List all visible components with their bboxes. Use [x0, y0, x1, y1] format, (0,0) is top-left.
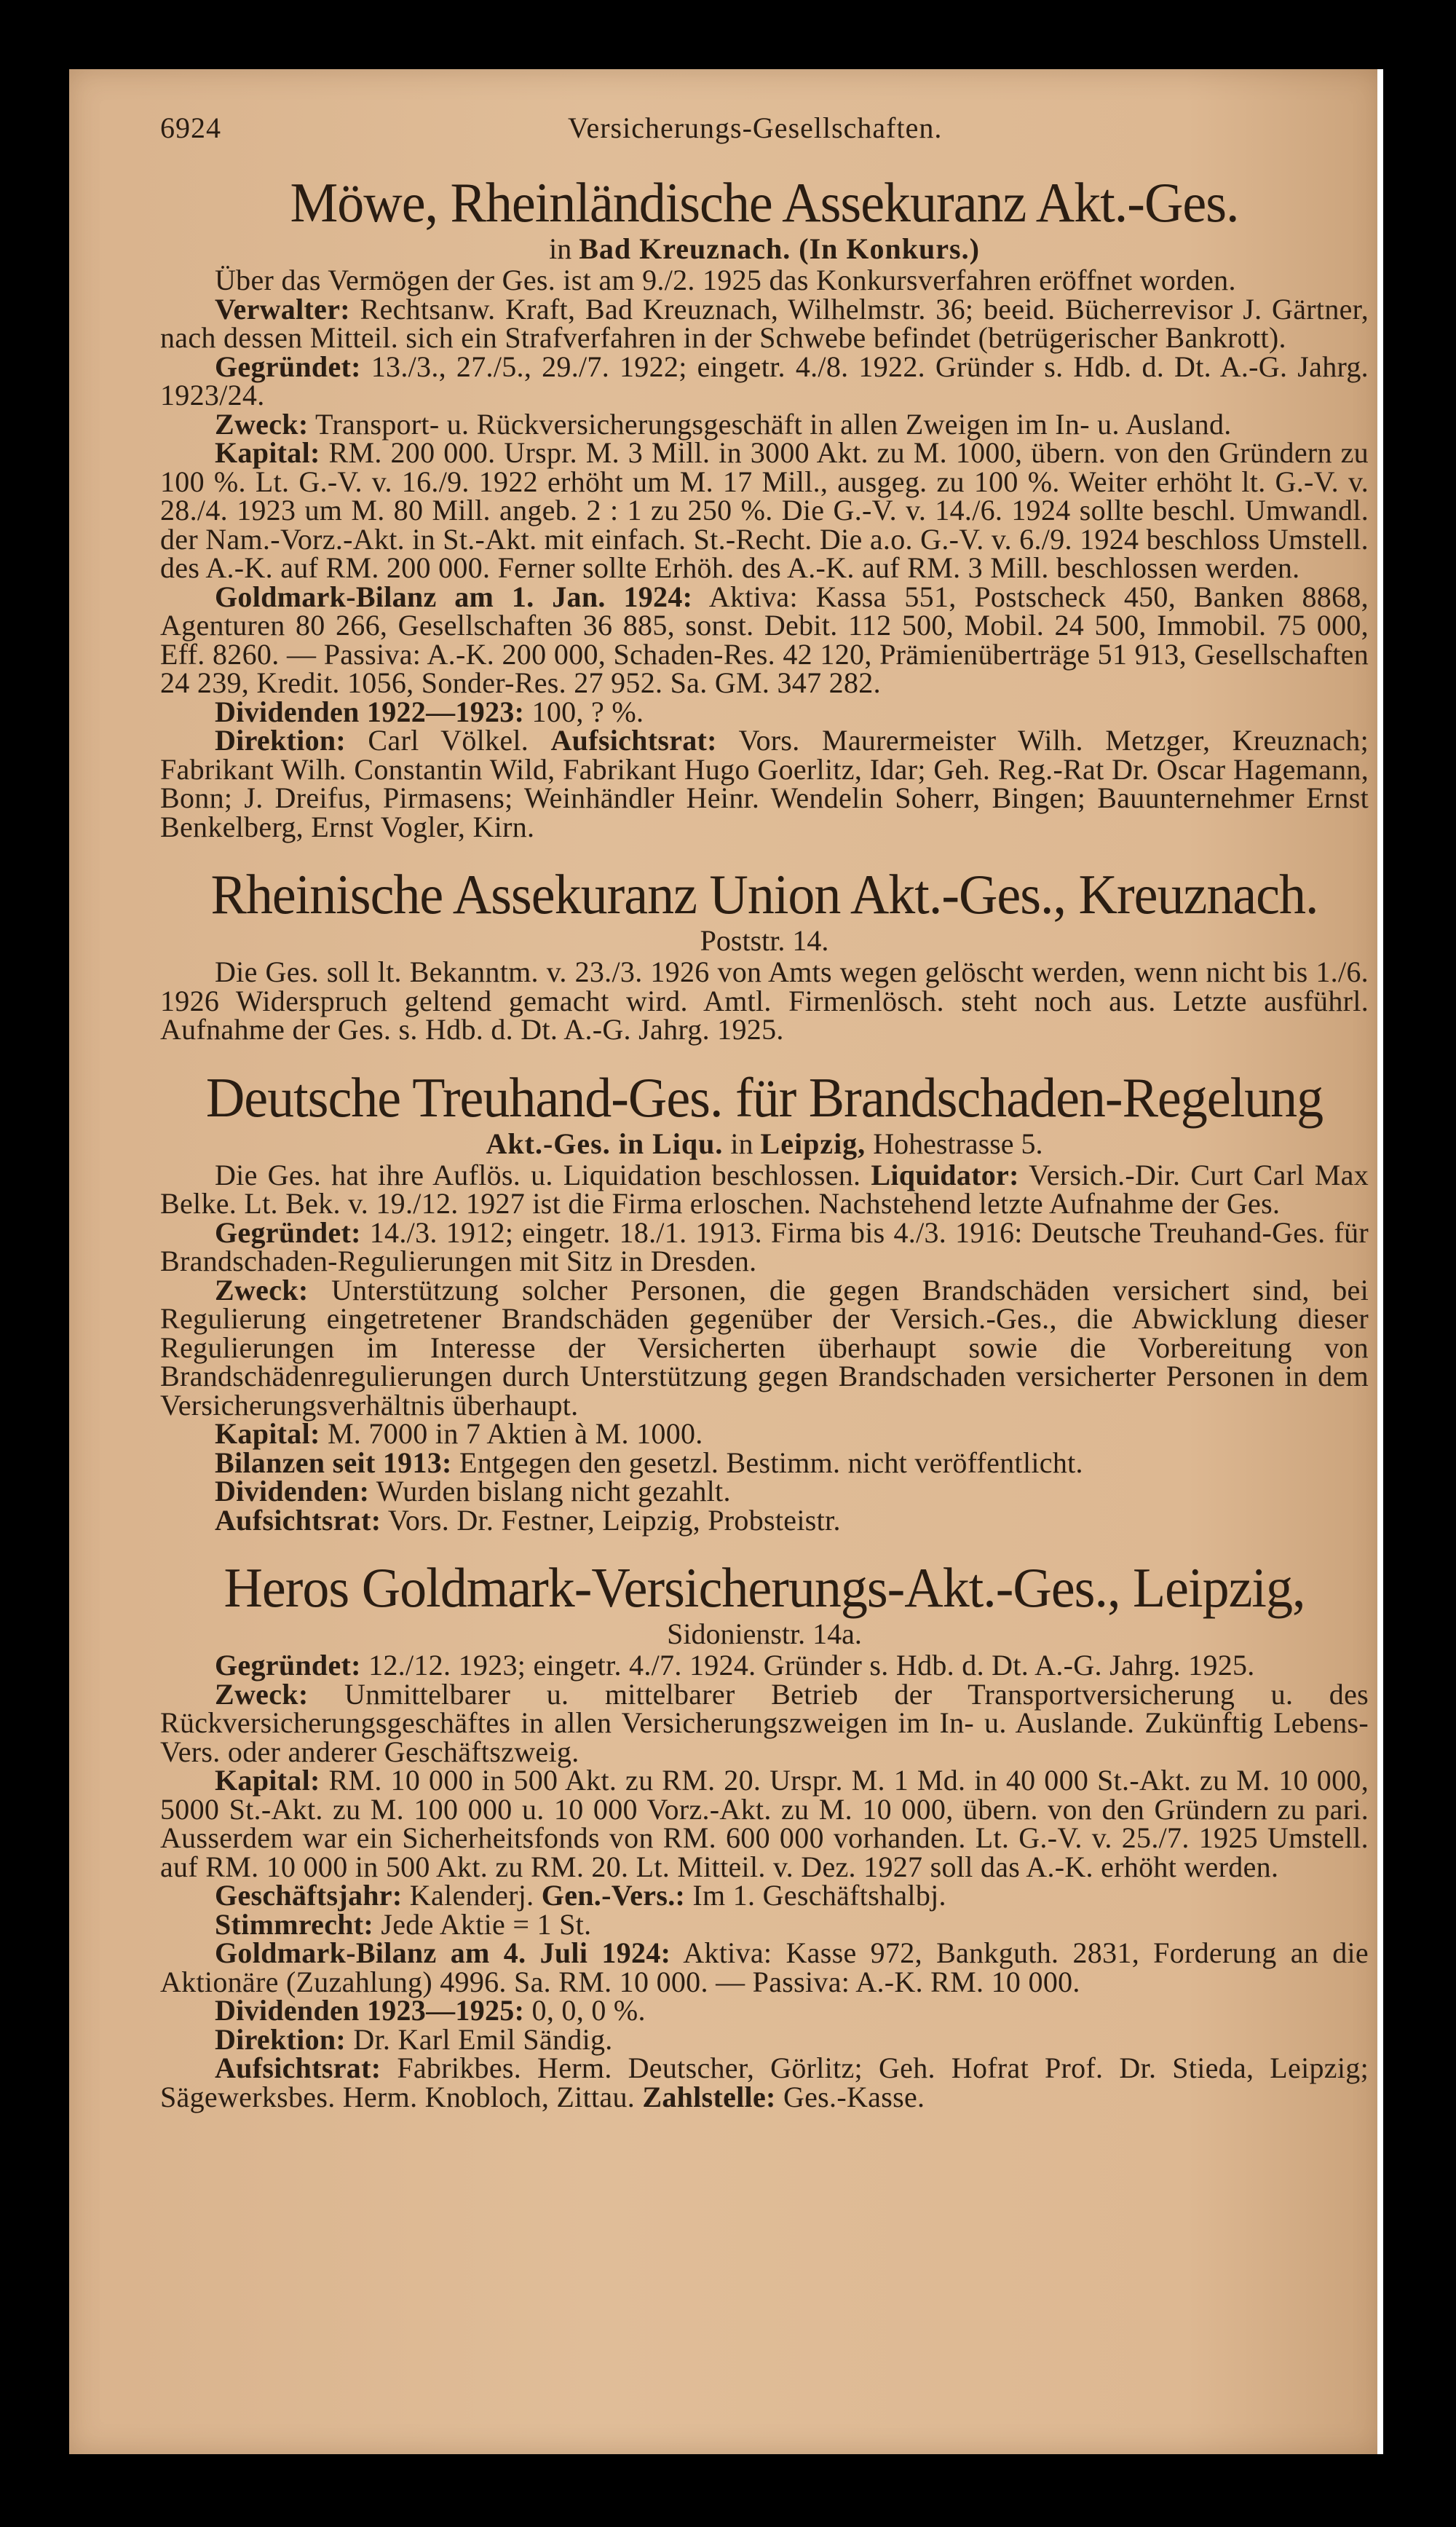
field-label: Goldmark-Bilanz am 4. Juli 1924:	[215, 1936, 671, 1969]
field-label: Dividenden 1922—1923:	[215, 695, 525, 728]
page-edge	[1377, 69, 1383, 2454]
field-label: Verwalter:	[215, 292, 350, 326]
entry-paragraph	[160, 1477, 1369, 1506]
field-text: 12./12. 1923; eingetr. 4./7. 1924. Gründer s. Hdb. d. Dt. A.-G. Jahrg. 1925.	[360, 1649, 1255, 1682]
field-label: Kapital:	[215, 1764, 320, 1797]
field-text: Fabrikbes. Herm. Deutscher, Görlitz; Geh. Hofrat Prof. Dr. Stieda, Leipzig; Sägewerksbes. Herm. Knobloch, Zittau.	[160, 2051, 1369, 2113]
field-label: Kapital:	[215, 436, 320, 469]
field-text: Dr. Karl Emil Sändig.	[346, 2022, 613, 2056]
field-label: Gegründet:	[215, 1215, 361, 1249]
field-text: Kalenderj.	[402, 1879, 542, 1912]
field-text: Unterstützung solcher Personen, die gegen Brandschäden versichert sind, bei Regulierung eingetretener Brandschäden gegenüber der Versich.-Ges., die Abwicklung dieser Regulierungen im Interesse der Versicherten überhaupt sowie die Vorbereitung von Brandschädenregulierungen durch Unterstützung gegen Brandschaden versicherter Personen in dem Versicherungsverhältnis überhaupt.	[160, 1273, 1369, 1422]
location-bold: Leipzig,	[760, 1127, 866, 1160]
field-label: Goldmark-Bilanz am 1. Jan. 1924:	[215, 580, 693, 613]
field-label: Direktion:	[215, 724, 347, 757]
field-label: Dividenden 1923—1925:	[215, 1994, 525, 2027]
company-location	[160, 1127, 1369, 1161]
field-text: RM. 10 000 in 500 Akt. zu RM. 20. Urspr. M. 1 Md. in 40 000 St.-Akt. zu M. 10 000, 5000 St.-Akt. zu M. 100 000 u. 10 000 Vorz.-Akt. zu M. 10 000, übern. von den Gründern zu pari. Ausserdem war ein Sicherheitsfonds von RM. 600 000 vorhanden. Lt. G.-V. v. 25./7. 1925 Umstell. auf RM. 10 000 in 500 Akt. zu RM. 20. Lt. Mitteil. v. Dez. 1927 soll das A.-K. erhöht werden.	[160, 1764, 1369, 1883]
field-label: Zweck:	[215, 1677, 309, 1711]
field-label: Geschäftsjahr:	[215, 1879, 403, 1912]
scanned-page	[69, 69, 1383, 2454]
location-text: Hohestrasse 5.	[866, 1127, 1043, 1160]
field-label: Kapital:	[215, 1417, 320, 1450]
company-title: Deutsche Treuhand-Ges. für Brandschaden-Regelung	[205, 1066, 1324, 1130]
field-label: Gegründet:	[215, 1649, 361, 1682]
location-bold: Akt.-Ges. in Liqu.	[486, 1127, 724, 1160]
company-title: Möwe, Rheinländische Assekuranz Akt.-Ges.	[290, 171, 1239, 235]
entry-paragraph	[160, 407, 1369, 441]
company-title: Heros Goldmark-Versicherungs-Akt.-Ges., Leipzig,	[223, 1556, 1305, 1620]
field-text: Jede Aktie = 1 St.	[373, 1907, 592, 1941]
field-text: Carl Völkel.	[346, 724, 551, 757]
field-text: 14./3. 1912; eingetr. 18./1. 1913. Firma bis 4./3. 1916: Deutsche Treuhand-Ges. für Brandschaden-Regulierungen mit Sitz in Dresden.	[160, 1215, 1369, 1277]
company-location	[160, 1617, 1369, 1651]
field-label: Zahlstelle:	[642, 2080, 776, 2113]
entry-paragraph	[160, 1503, 1369, 1537]
field-text: Über das Vermögen der Ges. ist am 9./2. 1925 das Konkursverfahren eröffnet worden.	[215, 264, 1236, 296]
entry-paragraph	[160, 1881, 1369, 1910]
entry-paragraph	[160, 695, 1369, 728]
page-number: 6924	[160, 111, 221, 144]
field-label: Aufsichtsrat:	[215, 2051, 381, 2084]
field-text: 100, ? %.	[524, 695, 644, 728]
field-label: Gegründet:	[215, 350, 361, 383]
entry-paragraph	[160, 1766, 1369, 1881]
field-text: RM. 200 000. Urspr. M. 3 Mill. in 3000 Akt. zu M. 1000, übern. von den Gründern zu 100 %. Lt. G.-V. v. 16./9. 1922 erhöht um M. 17 Mill., ausgeg. zu 100 %. Weiter erhöht lt. G.-V. v. 28./4. 1923 um M. 80 Mill. angeb. 2 : 1 zu 250 %. Die G.-V. v. 14./6. 1924 sollte beschl. Umwandl. der Nam.-Vorz.-Akt. in St.-Akt. mit einfach. St.-Recht. Die a.o. G.-V. v. 6./9. 1924 beschloss Umstell. des A.-K. auf RM. 200 000. Ferner sollte Erhöh. des A.-K. auf RM. 3 Mill. beschlossen werden.	[160, 436, 1369, 584]
location-text: Sidonienstr. 14a.	[667, 1617, 862, 1650]
location-bold: Bad Kreuznach. (In Konkurs.)	[579, 232, 980, 265]
entry-paragraph	[160, 1677, 1369, 1768]
company-entry	[160, 863, 1369, 1046]
entry-paragraph	[160, 1215, 1369, 1277]
field-text: Die Ges. soll lt. Bekanntm. v. 23./3. 1926 von Amts wegen gelöscht werden, wenn nicht bis 1./6. 1926 Widerspruch geltend gemacht wird. Amtl. Firmenlösch. steht noch aus. Letzte ausführl. Aufnahme der Ges. s. Hdb. d. Dt. A.-G. Jahrg. 1925.	[160, 955, 1369, 1046]
field-text: Transport- u. Rückversicherungsgeschäft in allen Zweigen im In- u. Ausland.	[308, 407, 1232, 441]
entry-paragraph	[160, 1158, 1369, 1220]
entry-paragraph	[160, 1936, 1369, 1998]
entry-paragraph	[160, 726, 1369, 841]
entry-paragraph	[160, 266, 1369, 295]
field-label: Zweck:	[215, 407, 309, 441]
entry-paragraph	[160, 352, 1369, 410]
company-location	[160, 232, 1369, 266]
company-entry	[160, 171, 1369, 843]
field-label: Stimmrecht:	[215, 1907, 374, 1941]
company-entry	[160, 1556, 1369, 2113]
entry-paragraph	[160, 438, 1369, 583]
field-text: Rechtsanw. Kraft, Bad Kreuznach, Wilhelmstr. 36; beeid. Bücherrevisor J. Gärtner, nach dessen Mitteil. sich ein Strafverfahren in der Schwebe befindet (betrügerischer Bankrott).	[160, 292, 1369, 354]
entry-paragraph	[160, 2022, 1369, 2056]
entry-paragraph	[160, 1651, 1369, 1680]
entry-paragraph	[160, 292, 1369, 354]
field-label: Aufsichtsrat:	[215, 1503, 381, 1537]
running-header	[160, 106, 1369, 149]
field-text: Entgegen den gesetzl. Bestimm. nicht veröffentlicht.	[451, 1446, 1083, 1479]
entry-paragraph	[160, 1273, 1369, 1422]
field-text: 0, 0, 0 %.	[524, 1994, 646, 2027]
company-entry	[160, 1066, 1369, 1537]
field-label: Zweck:	[215, 1273, 309, 1306]
field-text: Versich.-Dir. Curt Carl Max Belke. Lt. Bek. v. 19./12. 1927 ist die Firma erloschen. Nachstehend letzte Aufnahme der Ges.	[160, 1158, 1369, 1220]
field-text: Aktiva: Kasse 972, Bankguth. 2831, Forderung an die Aktionäre (Zuzahlung) 4996. Sa. RM. 10 000. — Passiva: A.-K. RM. 10 000.	[160, 1936, 1369, 1998]
field-label: Direktion:	[215, 2022, 347, 2056]
field-label: Aufsichtsrat:	[550, 724, 717, 757]
field-label: Bilanzen seit 1913:	[215, 1446, 452, 1479]
field-text: Vors. Maurermeister Wilh. Metzger, Kreuznach; Fabrikant Wilh. Constantin Wild, Fabrikant Hugo Goerlitz, Idar; Geh. Reg.-Rat Dr. Oscar Hagemann, Bonn; J. Dreifus, Pirmasens; Weinhändler Heinr. Wendelin Soherr, Bingen; Bauunternehmer Ernst Benkelberg, Ernst Vogler, Kirn.	[160, 724, 1369, 843]
field-text: Aktiva: Kassa 551, Postscheck 450, Banken 8868, Agenturen 80 266, Gesellschaften 36 885, sonst. Debit. 112 500, Mobil. 24 500, Immobil. 75 000, Eff. 8260. — Passiva: A.-K. 200 000, Schaden-Res. 42 120, Prämienüberträge 51 913, Gesellschaften 24 239, Kredit. 1056, Sonder-Res. 27 952. Sa. GM. 347 282.	[160, 580, 1369, 699]
field-text: Vors. Dr. Festner, Leipzig, Probsteistr.	[381, 1503, 841, 1537]
company-title: Rheinische Assekuranz Union Akt.-Ges., Kreuznach.	[210, 863, 1318, 927]
entry-paragraph	[160, 1448, 1369, 1478]
location-text: Poststr. 14.	[700, 924, 829, 957]
page-content	[160, 106, 1369, 2111]
entry-paragraph	[160, 1419, 1369, 1448]
field-text: Ges.-Kasse.	[775, 2080, 925, 2113]
entry-paragraph	[160, 1996, 1369, 2025]
location-text: in	[549, 232, 572, 265]
field-text: Wurden bislang nicht gezahlt.	[369, 1475, 731, 1507]
location-text: in	[723, 1127, 761, 1160]
field-label: Gen.-Vers.:	[541, 1879, 686, 1912]
company-location	[160, 924, 1369, 958]
running-title: Versicherungs-Gesellschaften.	[568, 111, 943, 144]
field-text: 13./3., 27./5., 29./7. 1922; eingetr. 4./8. 1922. Gründer s. Hdb. d. Dt. A.-G. Jahrg. 1923/24.	[160, 350, 1369, 411]
field-text: Im 1. Geschäftshalbj.	[685, 1879, 946, 1912]
entry-paragraph	[160, 1907, 1369, 1941]
field-label: Dividenden:	[215, 1475, 370, 1507]
field-text: Unmittelbarer u. mittelbarer Betrieb der Transportversicherung u. des Rückversicherungsgeschäftes in allen Versicherungszweigen im In- u. Auslande. Zukünftig Lebens-Vers. oder anderer Geschäftszweig.	[160, 1677, 1369, 1768]
field-text: M. 7000 in 7 Aktien à M. 1000.	[320, 1417, 703, 1450]
field-text: Die Ges. hat ihre Auflös. u. Liquidation beschlossen.	[215, 1158, 871, 1191]
entry-paragraph	[160, 2051, 1369, 2113]
entry-paragraph	[160, 955, 1369, 1046]
field-label: Liquidator:	[871, 1158, 1019, 1191]
entry-paragraph	[160, 580, 1369, 699]
